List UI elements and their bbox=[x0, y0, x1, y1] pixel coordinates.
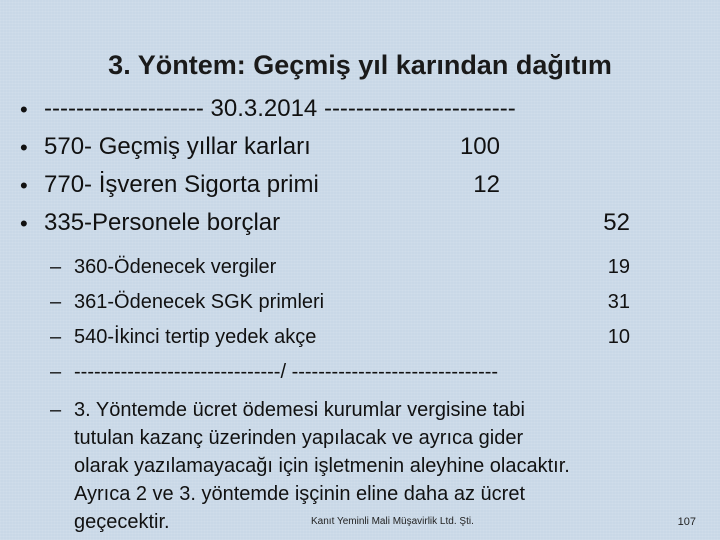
bullet-item-date-separator bbox=[20, 95, 710, 133]
dash-icon: – bbox=[50, 399, 62, 421]
sub-item-amount: 10 bbox=[607, 326, 630, 348]
sub-item-360 bbox=[50, 256, 690, 291]
paragraph-line: olarak yazılamayacağı için işletmenin aleyhine olacaktır. bbox=[74, 455, 570, 477]
sub-item-361 bbox=[50, 291, 690, 326]
dash-icon: – bbox=[50, 291, 62, 313]
page-number: 107 bbox=[677, 516, 696, 528]
dash-icon: – bbox=[50, 326, 62, 348]
bullet-icon: • bbox=[20, 135, 28, 160]
bullet-icon: • bbox=[20, 173, 28, 198]
dash-icon: – bbox=[50, 361, 62, 383]
bullet-item-770 bbox=[20, 171, 710, 209]
bullet-item-570 bbox=[20, 133, 710, 171]
sub-item-text: 361-Ödenecek SGK primleri bbox=[74, 291, 325, 313]
bullet-icon: • bbox=[20, 211, 28, 236]
bullet-amount: 100 bbox=[459, 133, 500, 160]
paragraph-line: geçecektir. bbox=[74, 511, 170, 533]
bullet-amount: 12 bbox=[473, 171, 500, 198]
bullet-text: 770- İşveren Sigorta primi bbox=[44, 171, 319, 198]
sub-item-text: 360-Ödenecek vergiler bbox=[74, 256, 277, 278]
footer-company: Kanıt Yeminli Mali Müşavirlik Ltd. Şti. bbox=[311, 516, 474, 527]
bullet-text: -------------------- 30.3.2014 ------------------------ bbox=[44, 95, 516, 122]
sub-item-text: 540-İkinci tertip yedek akçe bbox=[74, 326, 317, 348]
bullet-amount: 52 bbox=[603, 209, 630, 236]
bullet-text: 335-Personele borçlar bbox=[44, 209, 281, 236]
sub-item-amount: 31 bbox=[607, 291, 630, 313]
bullet-text: 570- Geçmiş yıllar karları bbox=[44, 133, 311, 160]
dash-icon: – bbox=[50, 256, 62, 278]
bullet-list bbox=[20, 95, 710, 247]
slide-title: 3. Yöntem: Geçmiş yıl karından dağıtım bbox=[108, 50, 612, 80]
sub-item-list bbox=[50, 256, 690, 396]
sub-item-text: -------------------------------/ ------------------------------- bbox=[74, 361, 499, 383]
sub-item-540 bbox=[50, 326, 690, 361]
bullet-item-335 bbox=[20, 209, 710, 247]
paragraph-line: Ayrıca 2 ve 3. yöntemde işçinin eline daha az ücret bbox=[74, 483, 525, 505]
paragraph-line: tutulan kazanç üzerinden yapılacak ve ayrıca gider bbox=[74, 427, 524, 449]
sub-item-separator bbox=[50, 361, 690, 396]
bullet-icon: • bbox=[20, 97, 28, 122]
paragraph-text bbox=[74, 396, 684, 536]
sub-item-amount: 19 bbox=[607, 256, 630, 278]
paragraph-line: 3. Yöntemde ücret ödemesi kurumlar vergisine tabi bbox=[74, 399, 525, 421]
